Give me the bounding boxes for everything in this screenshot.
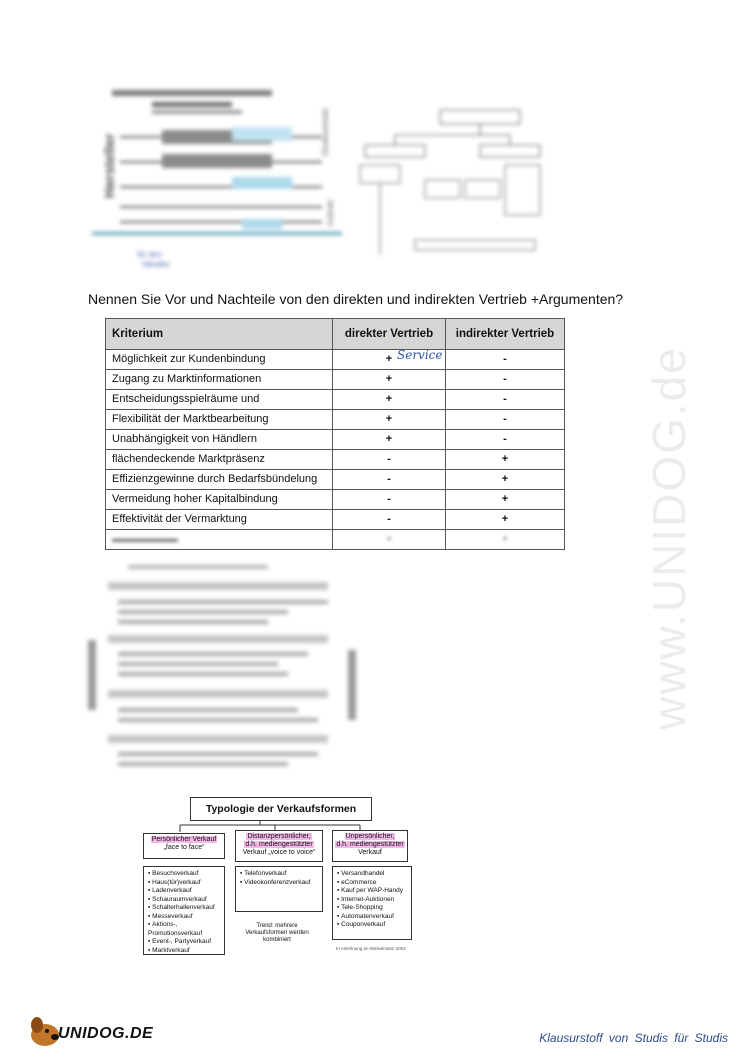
table-row [106, 350, 565, 370]
trend-line3: kombiniert [263, 937, 291, 943]
list-item: ▪ Schauraumverkauf [148, 896, 220, 905]
list-distanzpersoenlicher-verkauf [235, 866, 323, 912]
box-persoenlicher-verkauf [143, 833, 225, 859]
table-row [106, 510, 565, 530]
box-distanzpersoenlicher-verkauf [235, 830, 323, 862]
list-item: ▪ Event-, Partyverkauf [148, 938, 220, 947]
table-row [106, 370, 565, 390]
indirect-cell: - [446, 430, 565, 450]
blurred-figure-table [88, 560, 378, 775]
list-item: ▪ Telefonverkauf [240, 870, 318, 879]
list-item: ▪ Kauf per WAP-Handy [337, 887, 407, 896]
svg-text:für den: für den [137, 250, 162, 259]
header-direkter-vertrieb: direkter Vertrieb [333, 319, 446, 350]
criteria-table [105, 318, 565, 550]
trend-line2: Verkaufsformen werden [245, 930, 309, 936]
criterion-cell: Unabhängigkeit von Händlern [106, 430, 333, 450]
question-heading: Nennen Sie Vor und Nachteile von den direkten und indirekten Vertrieb +Argumenten? [88, 291, 624, 307]
direct-cell-blurred: • [333, 530, 446, 550]
indirect-cell: - [446, 410, 565, 430]
svg-text:Hersteller: Hersteller [101, 133, 117, 198]
table-row [106, 450, 565, 470]
watermark: www.UNIDOG.de [643, 346, 695, 730]
svg-text:Händler: Händler [142, 260, 171, 269]
direct-cell: + [333, 430, 446, 450]
trend-note [236, 923, 318, 944]
list-item: ▪ Marktverkauf [148, 947, 220, 956]
list-item: ▪ Messeverkauf [148, 913, 220, 922]
criterion-cell: flächendeckende Marktpräsenz [106, 450, 333, 470]
box1-line1: Persönlicher Verkauf [151, 836, 217, 843]
table-header-row [106, 319, 565, 350]
svg-text:Indirekt: Indirekt [326, 199, 335, 226]
box1-line2: „face to face“ [163, 844, 205, 851]
header-kriterium: Kriterium [106, 319, 333, 350]
box-unpersoenlicher-verkauf [332, 830, 408, 862]
trend-line1: Trend: mehrere [256, 923, 298, 929]
header-indirekter-vertrieb: indirekter Vertrieb [446, 319, 565, 350]
handwritten-note-service: Service [397, 348, 443, 362]
typology-source: In Anlehnung an Winkelmann 2004 [336, 946, 406, 951]
direct-cell: - [333, 490, 446, 510]
table-row [106, 490, 565, 510]
indirect-cell-blurred: • [446, 530, 565, 550]
list-item: ▪ Haus(tür)verkauf [148, 879, 220, 888]
direct-cell: + [333, 410, 446, 430]
footer-tagline: Klausurstoff von Studis für Studis [539, 1031, 728, 1045]
table-row [106, 410, 565, 430]
direct-cell: - [333, 450, 446, 470]
direct-cell: + [333, 390, 446, 410]
indirect-cell: + [446, 510, 565, 530]
direct-cell: + [333, 350, 446, 370]
logo-wordmark: UNIDOG.DE [58, 1025, 154, 1042]
list-item: ▪ Automatenverkauf [337, 913, 407, 922]
box3-line3: Verkauf [358, 849, 382, 856]
direct-cell: + [333, 370, 446, 390]
criterion-cell: Entscheidungsspielräume und [106, 390, 333, 410]
list-persoenlicher-verkauf [143, 866, 225, 955]
criterion-cell: Möglichkeit zur Kundenbindung [106, 350, 333, 370]
box2-line1: Distanzpersönlicher, [247, 833, 311, 840]
criterion-cell-blurred: ▬▬▬▬▬▬ [106, 530, 333, 550]
indirect-cell: - [446, 390, 565, 410]
svg-text:Direktvertrieb: Direktvertrieb [321, 108, 330, 156]
criterion-cell: Vermeidung hoher Kapitalbindung [106, 490, 333, 510]
list-item: ▪ Ladenverkauf [148, 887, 220, 896]
table-row [106, 390, 565, 410]
indirect-cell: - [446, 370, 565, 390]
box3-line2: d.h. mediengestützter [336, 841, 404, 848]
direct-cell: - [333, 470, 446, 490]
criterion-cell: Zugang zu Marktinformationen [106, 370, 333, 390]
list-item: ▪ Aktions-, Promotionsverkauf [148, 921, 220, 938]
indirect-cell: + [446, 470, 565, 490]
box3-line1: Unpersönlicher, [345, 833, 395, 840]
list-item: ▪ Internet-Auktionen [337, 896, 407, 905]
list-item: ▪ Couponverkauf [337, 921, 407, 930]
list-item: ▪ Schalterhallenverkauf [148, 904, 220, 913]
list-unpersoenlicher-verkauf [332, 866, 412, 940]
list-item: ▪ Versandhandel [337, 870, 407, 879]
blurred-figure-vertriebsstruktur [355, 105, 545, 275]
table-row-blurred [106, 530, 565, 550]
list-item: ▪ Videokonferenzverkauf [240, 879, 318, 888]
list-item: ▪ Tele-Shopping [337, 904, 407, 913]
box2-line2: d.h. mediengestützter [245, 841, 313, 848]
criterion-cell: Effizienzgewinne durch Bedarfsbündelung [106, 470, 333, 490]
indirect-cell: + [446, 490, 565, 510]
box2-line3: Verkauf „voice to voice“ [242, 849, 316, 856]
typology-title: Typologie der Verkaufsformen [190, 797, 372, 821]
blurred-figure-hersteller [92, 82, 352, 282]
table-row [106, 470, 565, 490]
criterion-cell: Flexibilität der Marktbearbeitung [106, 410, 333, 430]
indirect-cell: - [446, 350, 565, 370]
list-item: ▪ Besuchsverkauf [148, 870, 220, 879]
table-row [106, 430, 565, 450]
indirect-cell: + [446, 450, 565, 470]
list-item: ▪ eCommerce [337, 879, 407, 888]
criterion-cell: Effektivität der Vermarktung [106, 510, 333, 530]
direct-cell: - [333, 510, 446, 530]
